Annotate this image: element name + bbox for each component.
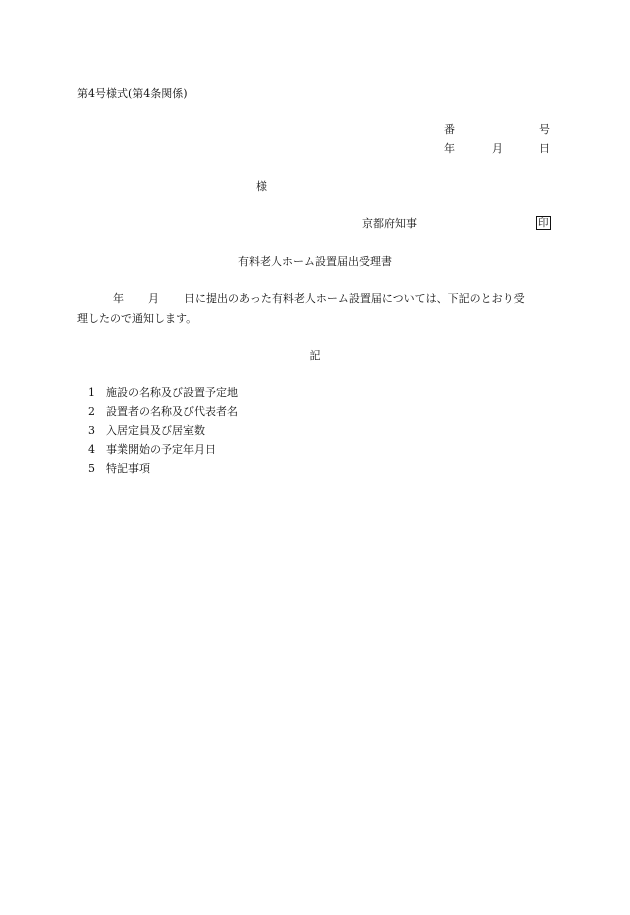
body-year-label: 年 (113, 292, 124, 305)
item-number: 5 (88, 462, 95, 475)
document-title: 有料老人ホーム設置届出受理書 (238, 255, 392, 268)
item-text: 事業開始の予定年月日 (106, 443, 216, 456)
item-number: 3 (88, 424, 95, 437)
date-year-label: 年 (444, 142, 455, 155)
item-text: 特記事項 (106, 462, 150, 475)
item-number: 2 (88, 405, 95, 418)
item-number: 4 (88, 443, 95, 456)
seal-stamp-box: 印 (538, 217, 549, 229)
issuer-title: 京都府知事 (362, 217, 417, 230)
date-month-label: 月 (492, 142, 503, 155)
list-item (88, 425, 205, 436)
list-item (88, 463, 150, 474)
reference-number-suffix: 号 (539, 123, 550, 136)
body-paragraph-line-2: 理したので通知します。 (77, 312, 198, 325)
list-item (88, 387, 238, 398)
item-text: 入居定員及び居室数 (106, 424, 205, 437)
body-text: 日に提出のあった有料老人ホーム設置届については、下記のとおり受 (184, 292, 525, 305)
ki-heading: 記 (309, 349, 321, 362)
item-text: 設置者の名称及び代表者名 (106, 405, 238, 418)
body-month-label: 月 (148, 292, 159, 305)
list-item (88, 406, 238, 417)
addressee-honorific: 様 (256, 180, 267, 193)
date-day-label: 日 (539, 142, 550, 155)
form-number: 第4号様式(第4条関係) (77, 87, 188, 100)
item-number: 1 (88, 386, 95, 399)
item-text: 施設の名称及び設置予定地 (106, 386, 238, 399)
reference-number-label: 番 (444, 123, 455, 136)
list-item (88, 444, 216, 455)
